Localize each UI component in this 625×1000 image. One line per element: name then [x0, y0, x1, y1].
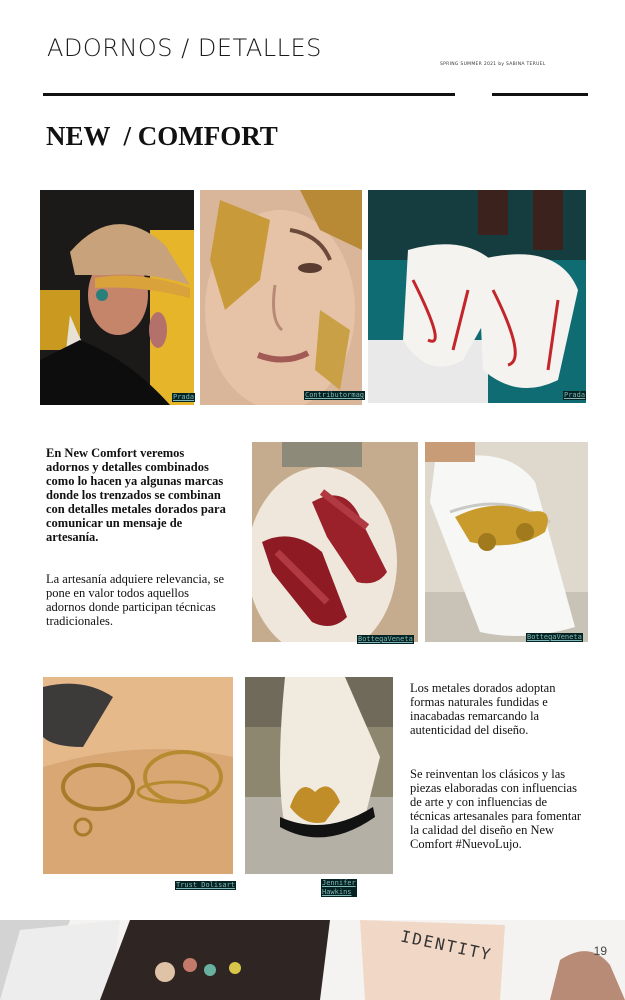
photo-white-loafer: [425, 442, 588, 642]
section-title: ADORNOS / DETALLES: [47, 34, 322, 62]
metals-paragraph: Los metales dorados adoptan formas naturales fundidas e inacabadas remarcando la autenticidad del diseño.: [410, 681, 556, 737]
woman-with-woven-visor-photo: [40, 190, 194, 405]
collage-illustration: [0, 920, 625, 1000]
gold-leaf-face-photo: [200, 190, 362, 405]
footer-collage: [0, 920, 625, 1000]
page-heading: NEW / COMFORT: [46, 121, 278, 151]
subtitle: SPRING SUMMER 2021 by SABINA TERUEL: [440, 62, 546, 67]
photo-woven-shoes: [368, 190, 586, 403]
photo-gold-face: [200, 190, 362, 405]
classics-paragraph: Se reinventan los clásicos y las piezas elaboradas con influencias de arte y con influencias de técnicas artesanales para fomentar la calidad del diseño en New Comfort #NuevoLujo.: [410, 767, 582, 851]
white-red-woven-shoes-photo: [368, 190, 586, 403]
white-loafer-gold-hardware-photo: [425, 442, 588, 642]
page-number: 19: [593, 944, 607, 958]
gold-jewelry-photo: [43, 677, 233, 874]
credit-prada-1[interactable]: Prada: [173, 393, 195, 401]
photo-gold-jewelry: [43, 677, 233, 874]
credit-bottegaveneta-2[interactable]: BottegaVeneta: [527, 633, 582, 641]
intro-paragraph-regular: La artesanía adquiere relevancia, se pone en valor todos aquellos adornos donde participan técnicas tradicionales.: [46, 572, 225, 628]
intro-paragraph-bold: En New Comfort veremos adornos y detalles combinados como lo hacen ya algunas marcas donde los trenzados se combinan con detalles metales dorados para comunicar un mensaje de artesanía.: [46, 446, 226, 544]
credit-jennifer-hawkins-line1: Jennifer: [322, 879, 356, 887]
identity-handwritten-text: IDENTITY: [399, 926, 495, 965]
credit-jennifer-hawkins-line2: Hawkins: [322, 888, 352, 896]
photo-gold-heel: [245, 677, 393, 874]
shoe-gold-heel-photo: [245, 677, 393, 874]
header-rule-right: [492, 93, 588, 96]
credit-trust-dolisart[interactable]: Trust_Dolisart: [176, 881, 236, 889]
photo-prada-cap: [40, 190, 194, 405]
photo-red-sandals: [252, 442, 418, 642]
credit-prada-2[interactable]: Prada: [564, 391, 586, 399]
credit-contributormag[interactable]: Contributormag: [305, 391, 365, 399]
red-woven-mules-photo: [252, 442, 418, 642]
header-rule-left: [43, 93, 455, 96]
credit-bottegaveneta-1[interactable]: BottegaVeneta: [358, 635, 413, 643]
credit-jennifer-hawkins[interactable]: [321, 879, 357, 897]
